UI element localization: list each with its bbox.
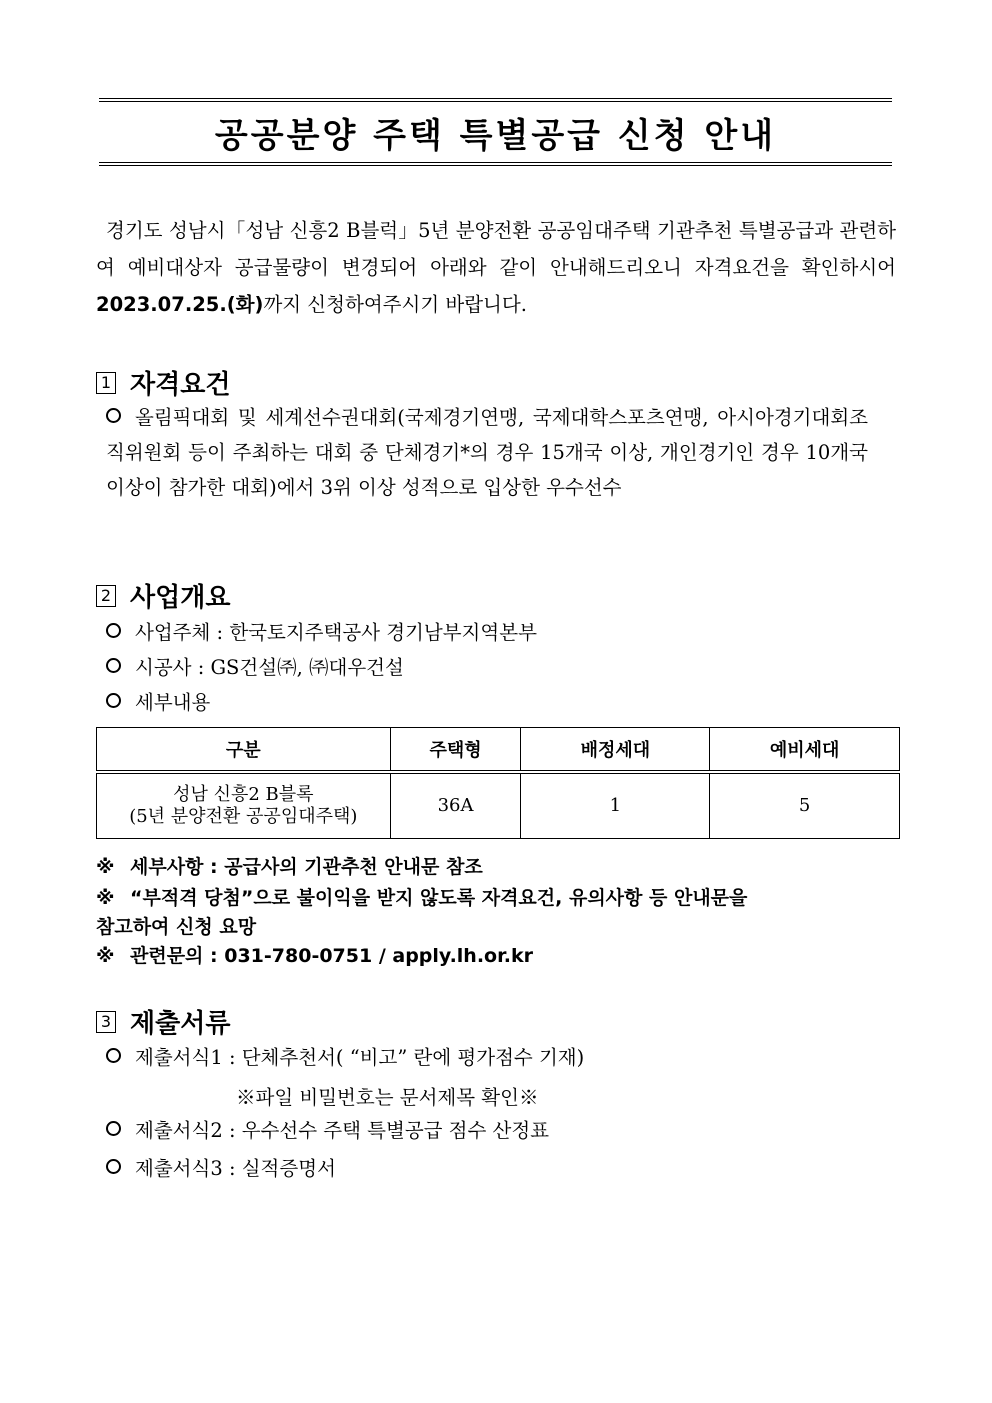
- section-3-header: [96, 1003, 230, 1040]
- note-warning-text: “부적격 당첨”으로 불이익을 받지 않도록 자격요건, 유의사항 등 안내문을: [130, 887, 748, 909]
- header-assigned: 배정세대: [521, 728, 710, 773]
- section-3-title: 제출서류: [130, 1009, 231, 1039]
- document-item-1-text: 제출서식1 : 단체추천서( “비고” 란에 평가점수 기재): [135, 1046, 585, 1069]
- reference-mark-icon: ※: [96, 887, 115, 909]
- document-item-1: [106, 1042, 584, 1070]
- note-details-text: 세부사항 : 공급사의 기관추천 안내문 참조: [130, 856, 483, 878]
- bullet-circle-icon: [106, 1159, 121, 1174]
- bullet-circle-icon: [106, 1048, 121, 1063]
- document-item-2: [106, 1115, 549, 1143]
- intro-text-1: 경기도 성남시「성남 신흥2 B블럭」5년 분양전환 공공임대주택 기관추천 특별공급과 관련하여 예비대상자 공급물량이 변경되어 아래와 같이 안내해드리오니 자격요건을 확인하시어: [96, 219, 896, 279]
- section-1-title: 자격요건: [130, 370, 231, 400]
- document-item-2-text: 제출서식2 : 우수선수 주택 특별공급 점수 산정표: [135, 1119, 550, 1142]
- header-category: 구분: [97, 728, 391, 773]
- section-2-number: 2: [96, 585, 116, 607]
- section-2-title: 사업개요: [130, 583, 231, 613]
- cell-category-name: 성남 신흥2 B블록: [173, 784, 314, 805]
- reference-mark-icon: ※: [96, 945, 115, 967]
- bullet-circle-icon: [106, 623, 121, 638]
- header-type: 주택형: [390, 728, 521, 773]
- table-header-row: [97, 728, 900, 773]
- table-row: [97, 772, 900, 839]
- intro-paragraph: [96, 212, 896, 323]
- section-2-header: [96, 577, 230, 614]
- title-box: [99, 98, 892, 166]
- bullet-circle-icon: [106, 1121, 121, 1136]
- note-contact: [96, 942, 902, 971]
- note-contact-text: 관련문의 : 031-780-0751 / apply.lh.or.kr: [130, 945, 533, 967]
- eligibility-text: 올림픽대회 및 세계선수권대회(국제경기연맹, 국제대학스포츠연맹, 아시아경기대회조직위원회 등이 주최하는 대회 중 단체경기*의 경우 15개국 이상, 개인경기인 경우 10개국 이상이 참가한 대회)에서 3위 이상 성적으로 입상한 우수선수: [106, 406, 868, 499]
- document-item-1-note: ※파일 비밀번호는 문서제목 확인※: [236, 1086, 539, 1109]
- overview-item: [106, 617, 537, 645]
- bullet-circle-icon: [106, 658, 121, 673]
- section-1-header: [96, 364, 230, 401]
- bullet-circle-icon: [106, 693, 121, 708]
- cell-type: 36A: [390, 772, 521, 839]
- section-1-number: 1: [96, 372, 116, 394]
- bullet-circle-icon: [106, 408, 121, 423]
- note-warning: [96, 884, 902, 942]
- overview-contractor: 시공사 : GS건설㈜, ㈜대우건설: [135, 656, 404, 679]
- header-reserve: 예비세대: [710, 728, 900, 773]
- cell-category: [97, 772, 391, 839]
- cell-assigned: 1: [521, 772, 710, 839]
- page-title: 공공분양 주택 특별공급 신청 안내: [214, 115, 777, 156]
- overview-developer: 사업주체 : 한국토지주택공사 경기남부지역본부: [135, 621, 537, 644]
- supply-table: [96, 727, 900, 839]
- intro-deadline: 2023.07.25.(화): [96, 293, 264, 316]
- reference-mark-icon: ※: [96, 856, 115, 878]
- intro-text-2: 까지 신청하여주시기 바랍니다.: [263, 293, 527, 316]
- overview-item: [106, 652, 404, 680]
- overview-item: [106, 687, 210, 715]
- cell-reserve: 5: [710, 772, 900, 839]
- cell-category-desc: (5년 분양전환 공공임대주택): [129, 806, 358, 827]
- overview-details: 세부내용: [135, 691, 211, 714]
- note-warning-text-2: 참고하여 신청 요망: [96, 916, 257, 938]
- note-details: [96, 853, 902, 882]
- document-item-3-text: 제출서식3 : 실적증명서: [135, 1157, 336, 1180]
- section-3-number: 3: [96, 1011, 116, 1033]
- document-item-3: [106, 1153, 336, 1181]
- eligibility-bullet: [106, 400, 868, 505]
